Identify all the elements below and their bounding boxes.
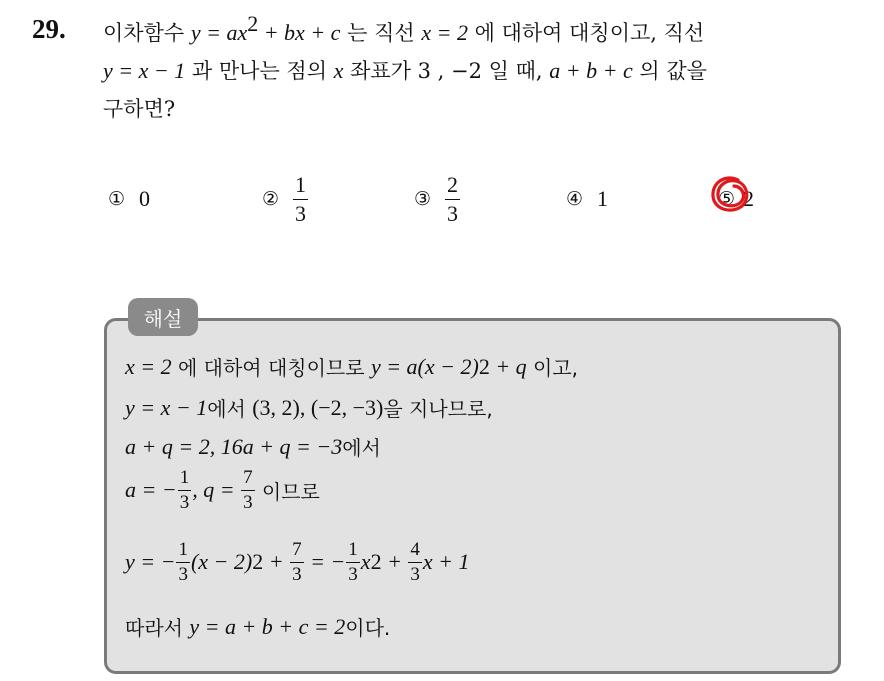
fraction-numerator: 1: [348, 539, 358, 560]
choice-marker: ④: [566, 188, 584, 210]
choice-value: 1: [597, 186, 609, 211]
solution-line-2: [125, 393, 493, 422]
choice-3[interactable]: [414, 168, 460, 230]
fraction-denominator: 3: [179, 491, 190, 513]
math-expression: (3, 2), (−2, −3): [252, 394, 384, 420]
solution-fraction: [176, 540, 190, 585]
math-expression: x = 2: [421, 20, 468, 45]
math-expression: y = a + b + c = 2: [189, 613, 346, 639]
math-expression: y = a(x − 2): [370, 353, 479, 379]
question-text: 좌표가 3 , −2 일 때,: [343, 59, 550, 83]
choice-1[interactable]: [108, 168, 150, 230]
fraction-bar: [445, 199, 460, 200]
math-expression: x + 1: [422, 549, 470, 575]
question-line-1: [103, 11, 705, 47]
solution-text: 에서: [207, 397, 253, 421]
solution-fraction: [408, 540, 422, 585]
fraction-denominator: 3: [410, 563, 420, 585]
choice-2[interactable]: [262, 168, 308, 230]
choice-fraction: [445, 173, 460, 224]
solution-text: 을 지나므로,: [383, 397, 493, 421]
question-text: 과 만나는 점의: [185, 59, 334, 83]
solution-line-4: [125, 468, 320, 513]
math-expression: +: [263, 549, 290, 575]
fraction-bar: [241, 490, 255, 491]
fraction-bar: [346, 562, 360, 563]
solution-fraction: [241, 468, 255, 513]
solution-text: 이고,: [526, 356, 579, 380]
math-expression: + q: [489, 353, 527, 379]
solution-line-5: y = − $\frac{1}{3}$ (x − 2) 2 + $\frac{7}{3}$ = − $\frac{1}{3}$ x 2 + $\frac{4}{3}$ x + 1: [125, 539, 470, 585]
fraction-numerator: 4: [410, 539, 420, 560]
solution-text: 따라서: [125, 616, 190, 640]
math-expression: y = x − 1: [125, 394, 208, 420]
answer-circle-stroke: [713, 178, 747, 210]
fraction-bar: [176, 562, 190, 563]
question-line-2: [103, 55, 707, 85]
math-expression: x: [360, 549, 371, 575]
math-expression: x: [333, 58, 344, 83]
choice-marker: ①: [108, 188, 126, 210]
math-superscript: 2: [247, 11, 259, 36]
solution-text: 에서: [342, 436, 381, 460]
solution-text: 이므로: [255, 479, 320, 504]
fraction-numerator: 2: [447, 172, 459, 198]
choice-marker: ③: [414, 188, 432, 210]
math-expression: = −: [304, 549, 346, 575]
choice-4[interactable]: [566, 168, 608, 230]
fraction-denominator: 3: [292, 563, 302, 585]
solution-line-3: [125, 432, 381, 461]
solution-tag: 해설: [128, 298, 198, 336]
solution-fraction: [346, 540, 360, 585]
math-expression: x = 2: [125, 353, 172, 379]
fraction-bar: [293, 199, 308, 200]
question-text: 에 대하여 대칭이고, 직선: [467, 21, 705, 45]
answer-circle-mark: [708, 172, 755, 216]
fraction-numerator: 1: [178, 539, 188, 560]
question-text: 이차함수: [103, 21, 191, 45]
question-text: 는 직선: [340, 21, 422, 45]
fraction-denominator: 3: [243, 491, 253, 513]
math-expression: (x − 2): [190, 549, 253, 575]
fraction-denominator: 3: [447, 200, 459, 226]
choice-fraction: [293, 173, 308, 224]
solution-line-6: [125, 612, 390, 641]
math-expression: y = −: [125, 549, 176, 575]
fraction-numerator: 7: [292, 539, 302, 560]
math-expression: y = x − 1: [103, 58, 186, 83]
math-expression: + bx + c: [258, 20, 341, 45]
fraction-denominator: 3: [178, 563, 188, 585]
solution-fraction: [290, 540, 304, 585]
choice-value: 0: [139, 186, 151, 211]
math-expression: , q =: [192, 477, 241, 503]
question-line-3: 구하면?: [103, 97, 176, 121]
question-number: 29.: [32, 14, 66, 44]
fraction-numerator: 1: [295, 172, 307, 198]
question-text: 의 값을: [632, 59, 707, 83]
solution-text: 이다.: [345, 616, 391, 640]
math-expression: +: [381, 549, 408, 575]
choice-marker: ②: [262, 188, 280, 210]
solution-fraction: [178, 468, 192, 513]
math-expression: y = ax: [190, 20, 248, 45]
solution-line-1: x = 2 에 대하여 대칭이므로 y = a(x − 2) 2 + q 이고,: [125, 353, 579, 380]
fraction-numerator: 7: [243, 467, 253, 488]
fraction-bar: [178, 490, 192, 491]
math-expression: a = −: [125, 477, 177, 503]
fraction-denominator: 3: [295, 200, 307, 226]
solution-text: 에 대하여 대칭이므로: [171, 356, 371, 380]
fraction-numerator: 1: [179, 467, 190, 488]
choice-value: 2: [743, 186, 755, 211]
math-expression: a + b + c: [549, 58, 633, 83]
choice-marker: ⑤: [718, 188, 736, 210]
fraction-denominator: 3: [348, 563, 358, 585]
fraction-bar: [408, 562, 422, 563]
fraction-bar: [290, 562, 304, 563]
math-expression: a + q = 2, 16a + q = −3: [125, 433, 343, 459]
